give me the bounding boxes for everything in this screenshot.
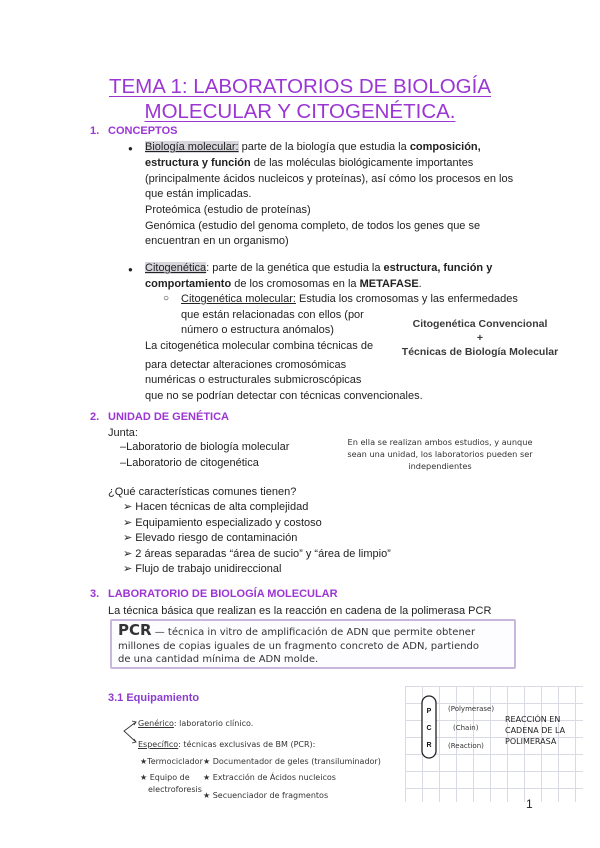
title-line-2: MOLECULAR Y CITOGENÉTICA. [144,100,456,123]
circle-bullet-icon: ○ [163,293,170,304]
equip-item-termociclador: ★Termociclador [140,757,203,766]
unidad-item-2: –Laboratorio de citogenética [120,457,259,469]
section-3-heading: LABORATORIO DE BIOLOGÍA MOLECULAR [108,588,338,600]
feature-item: ➢ Hacen técnicas de alta complejidad [123,501,309,513]
cg-detectar-line: para detectar alteraciones cromosómicas [145,359,347,371]
combination-plus: + [476,332,484,344]
genomica-line-1: Genómica (estudio del genoma completo, de todos los genes que se [145,220,481,232]
feature-item: ➢ Equipamiento especializado y costoso [123,517,322,529]
cg-molecular-line-2: que están relacionadas con ellos (por [181,309,364,321]
bullet-icon: ● [128,265,133,274]
combination-line-1: Citogenética Convencional [412,318,548,330]
cg-combina-line: La citogenética molecular combina técnicas de [145,340,374,352]
cg-molecular-term: Citogenética molecular: [181,293,296,305]
section-1-heading: CONCEPTOS [108,125,178,137]
pcr-acronym: PCR [118,621,152,639]
pcr-caption: REACCIÓN EN CADENA DE LA POLIMERASA [505,715,566,746]
genomica-line-2: encuentran en un organismo) [145,235,289,247]
cg-molecular-line-1: Citogenética molecular: Estudia los cromosomas y las enfermedades [181,293,518,305]
pcr-word-reaction: (Reaction) [448,742,484,750]
feature-item: ➢ Elevado riesgo de contaminación [123,532,298,544]
section-2-heading: UNIDAD DE GENÉTICA [108,411,230,423]
pcr-definition-text: PCR — técnica in vitro de amplificación de ADN que permite obtener millones de copias iguales de un fragmento concreto de ADN, partiendo de una cantidad mínima de ADN molde. [118,621,480,665]
cg-numericas-line: numéricas o estructurales submicroscópicas [145,374,362,386]
page-number: 1 [526,797,533,811]
pcr-letters: P C R [426,708,432,749]
pcr-word-chain: (Chain) [453,724,479,732]
especifico-line: Específico: técnicas exclusivas de BM (PCR): [138,740,316,749]
subsection-heading: 3.1 Equipamiento [108,692,200,704]
section-2-number: 2. [90,411,100,423]
biologia-molecular-line-4: que están implicadas. [145,188,252,200]
proteomica-line: Proteómica (estudio de proteínas) [145,204,311,216]
biologia-molecular-line-1: Biología molecular: parte de la biología que estudia la composición, [145,141,481,153]
equip-item-electroforesis: ★ Equipo de [140,773,190,782]
equip-item-electroforesis-2: electroforesis [148,785,202,794]
section-3-intro: La técnica básica que realizan es la reacción en cadena de la polimerasa PCR [108,605,492,617]
pcr-arrow: — [154,627,165,638]
equip-item-extraccion: ★ Extracción de Ácidos nucleicos [203,773,336,782]
cg-molecular-line-3: número o estructura anómalos) [181,324,334,336]
bracket-arrows [118,718,138,748]
junta-label: Junta: [108,427,138,439]
unidad-note: En ella se realizan ambos estudios, y aunque sean una unidad, los laboratorios pueden ser independientes [347,437,533,471]
feature-item: ➢ Flujo de trabajo unidireccional [123,563,282,575]
equip-item-documentador: ★ Documentador de geles (transiluminador) [203,757,381,766]
citogenetica-line-1: Citogenética: parte de la genética que estudia la estructura, función y [145,262,493,274]
bullet-icon: ● [128,144,133,153]
pcr-word-polymerase: (Polymerase) [448,705,495,713]
section-1-number: 1. [90,125,100,137]
citogenetica-term: Citogenética [145,262,207,274]
citogenetica-line-2: comportamiento de los cromosomas en la METAFASE. [145,278,422,290]
section-3-number: 3. [90,588,100,600]
title-line-1: TEMA 1: LABORATORIOS DE BIOLOGÍA [108,75,491,98]
question-line: ¿Qué características comunes tienen? [108,486,297,498]
generico-line: Genérico: laboratorio clínico. [138,719,254,728]
biologia-molecular-line-2: estructura y función de las moléculas biológicamente importantes [145,157,474,169]
biologia-molecular-line-3: (principalmente ácidos nucleicos y proteínas), así cómo los procesos en los [145,173,514,185]
combination-box [395,317,565,359]
feature-item: ➢ 2 áreas separadas “área de sucio” y “área de limpio” [123,548,391,560]
equip-item-secuenciador: ★ Secuenciador de fragmentos [203,791,329,800]
combination-line-2: Técnicas de Biología Molecular [401,346,559,358]
biologia-molecular-term: Biología molecular: [145,141,239,153]
cg-convencionales-line: que no se podrían detectar con técnicas convencionales. [145,390,423,402]
unidad-item-1: –Laboratorio de biología molecular [120,441,290,453]
